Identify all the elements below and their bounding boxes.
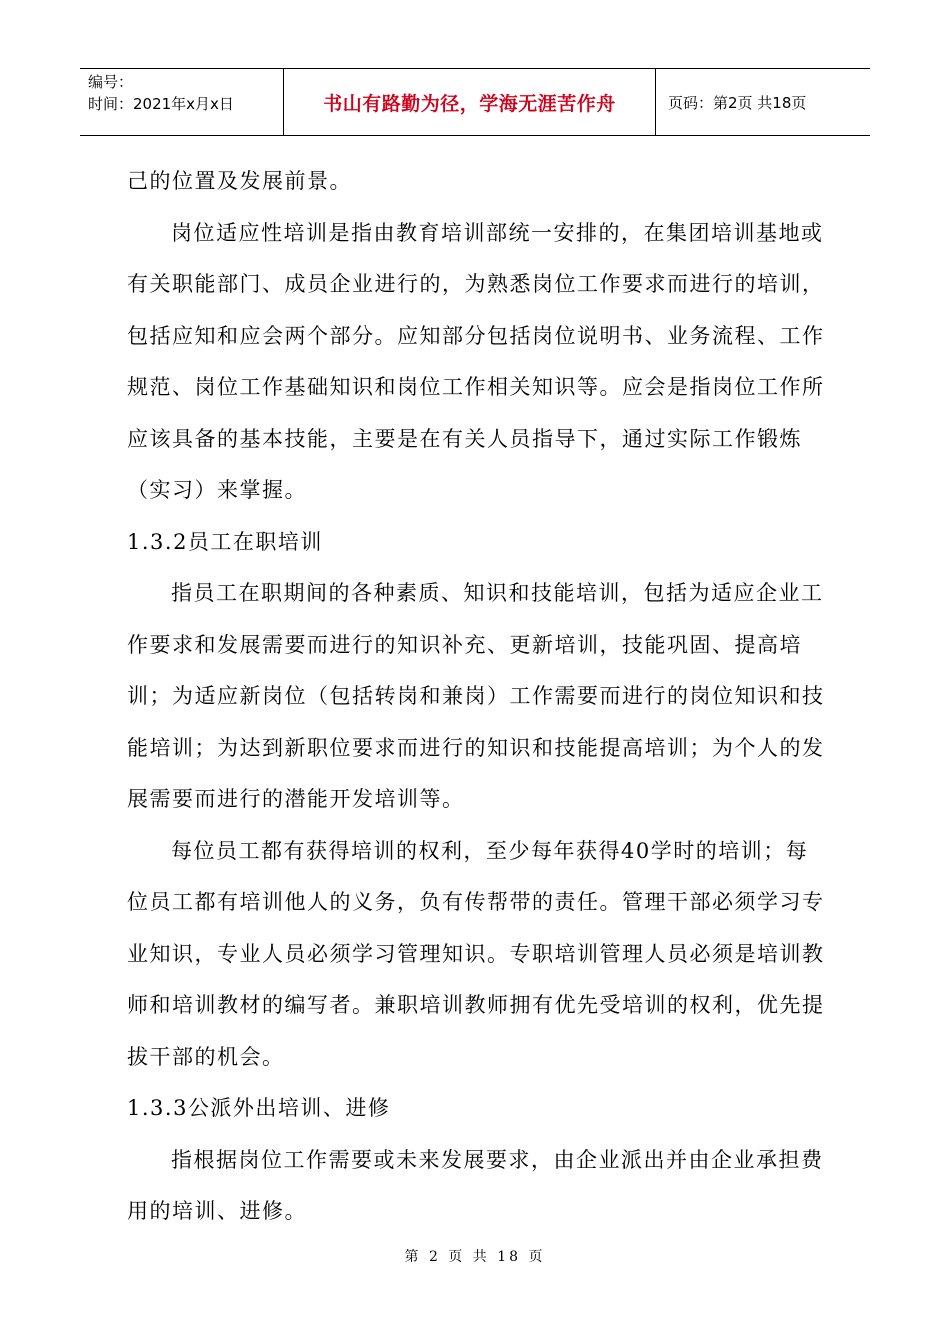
section-heading: 1.3.3公派外出培训、进修 bbox=[127, 1096, 391, 1120]
page-footer: 第 2 页 共 18 页 bbox=[404, 1249, 546, 1265]
header-code-label: 编号： bbox=[88, 73, 134, 91]
document-body bbox=[127, 156, 827, 1238]
paragraph: 岗位适应性培训是指由教育培训部统一安排的，在集团培训基地或有关职能部门、成员企业进行的，为熟悉岗位工作要求而进行的培训，包括应知和应会两个部分。应知部分包括岗位说明书、业务流程、工作规范、岗位工作基础知识和岗位工作相关知识等。应会是指岗位工作所应该具备的基本技能，主要是在有关人员指导下，通过实际工作锻炼（实习）来掌握。 bbox=[127, 220, 825, 502]
paragraph: 指根据岗位工作需要或未来发展要求，由企业派出并由企业承担费用的培训、进修。 bbox=[127, 1147, 824, 1223]
header-page-info: 页码：第2页 共18页 bbox=[668, 93, 807, 112]
header-time-label: 时间：2021年x月x日 bbox=[88, 95, 234, 113]
header-motto: 书山有路勤为径，学海无涯苦作舟 bbox=[284, 69, 656, 135]
header-meta bbox=[80, 69, 284, 135]
paragraph: 每位员工都有获得培训的权利，至少每年获得40学时的培训；每位员工都有培训他人的义务，负有传帮带的责任。管理干部必须学习专业知识，专业人员必须学习管理知识。专职培训管理人员必须是培训教师和培训教材的编写者。兼职培训教师拥有优先受培训的权利，优先提拔干部的机会。 bbox=[127, 838, 825, 1069]
paragraph: 指员工在职期间的各种素质、知识和技能培训，包括为适应企业工作要求和发展需要而进行的知识补充、更新培训，技能巩固、提高培训；为适应新岗位（包括转岗和兼岗）工作需要而进行的岗位知识和技能培训；为达到新职位要求而进行的知识和技能提高培训；为个人的发展需要而进行的潜能开发培训等。 bbox=[127, 581, 825, 811]
paragraph: 己的位置及发展前景。 bbox=[127, 169, 352, 193]
page-header bbox=[80, 68, 870, 136]
section-heading: 1.3.2员工在职培训 bbox=[127, 529, 323, 554]
